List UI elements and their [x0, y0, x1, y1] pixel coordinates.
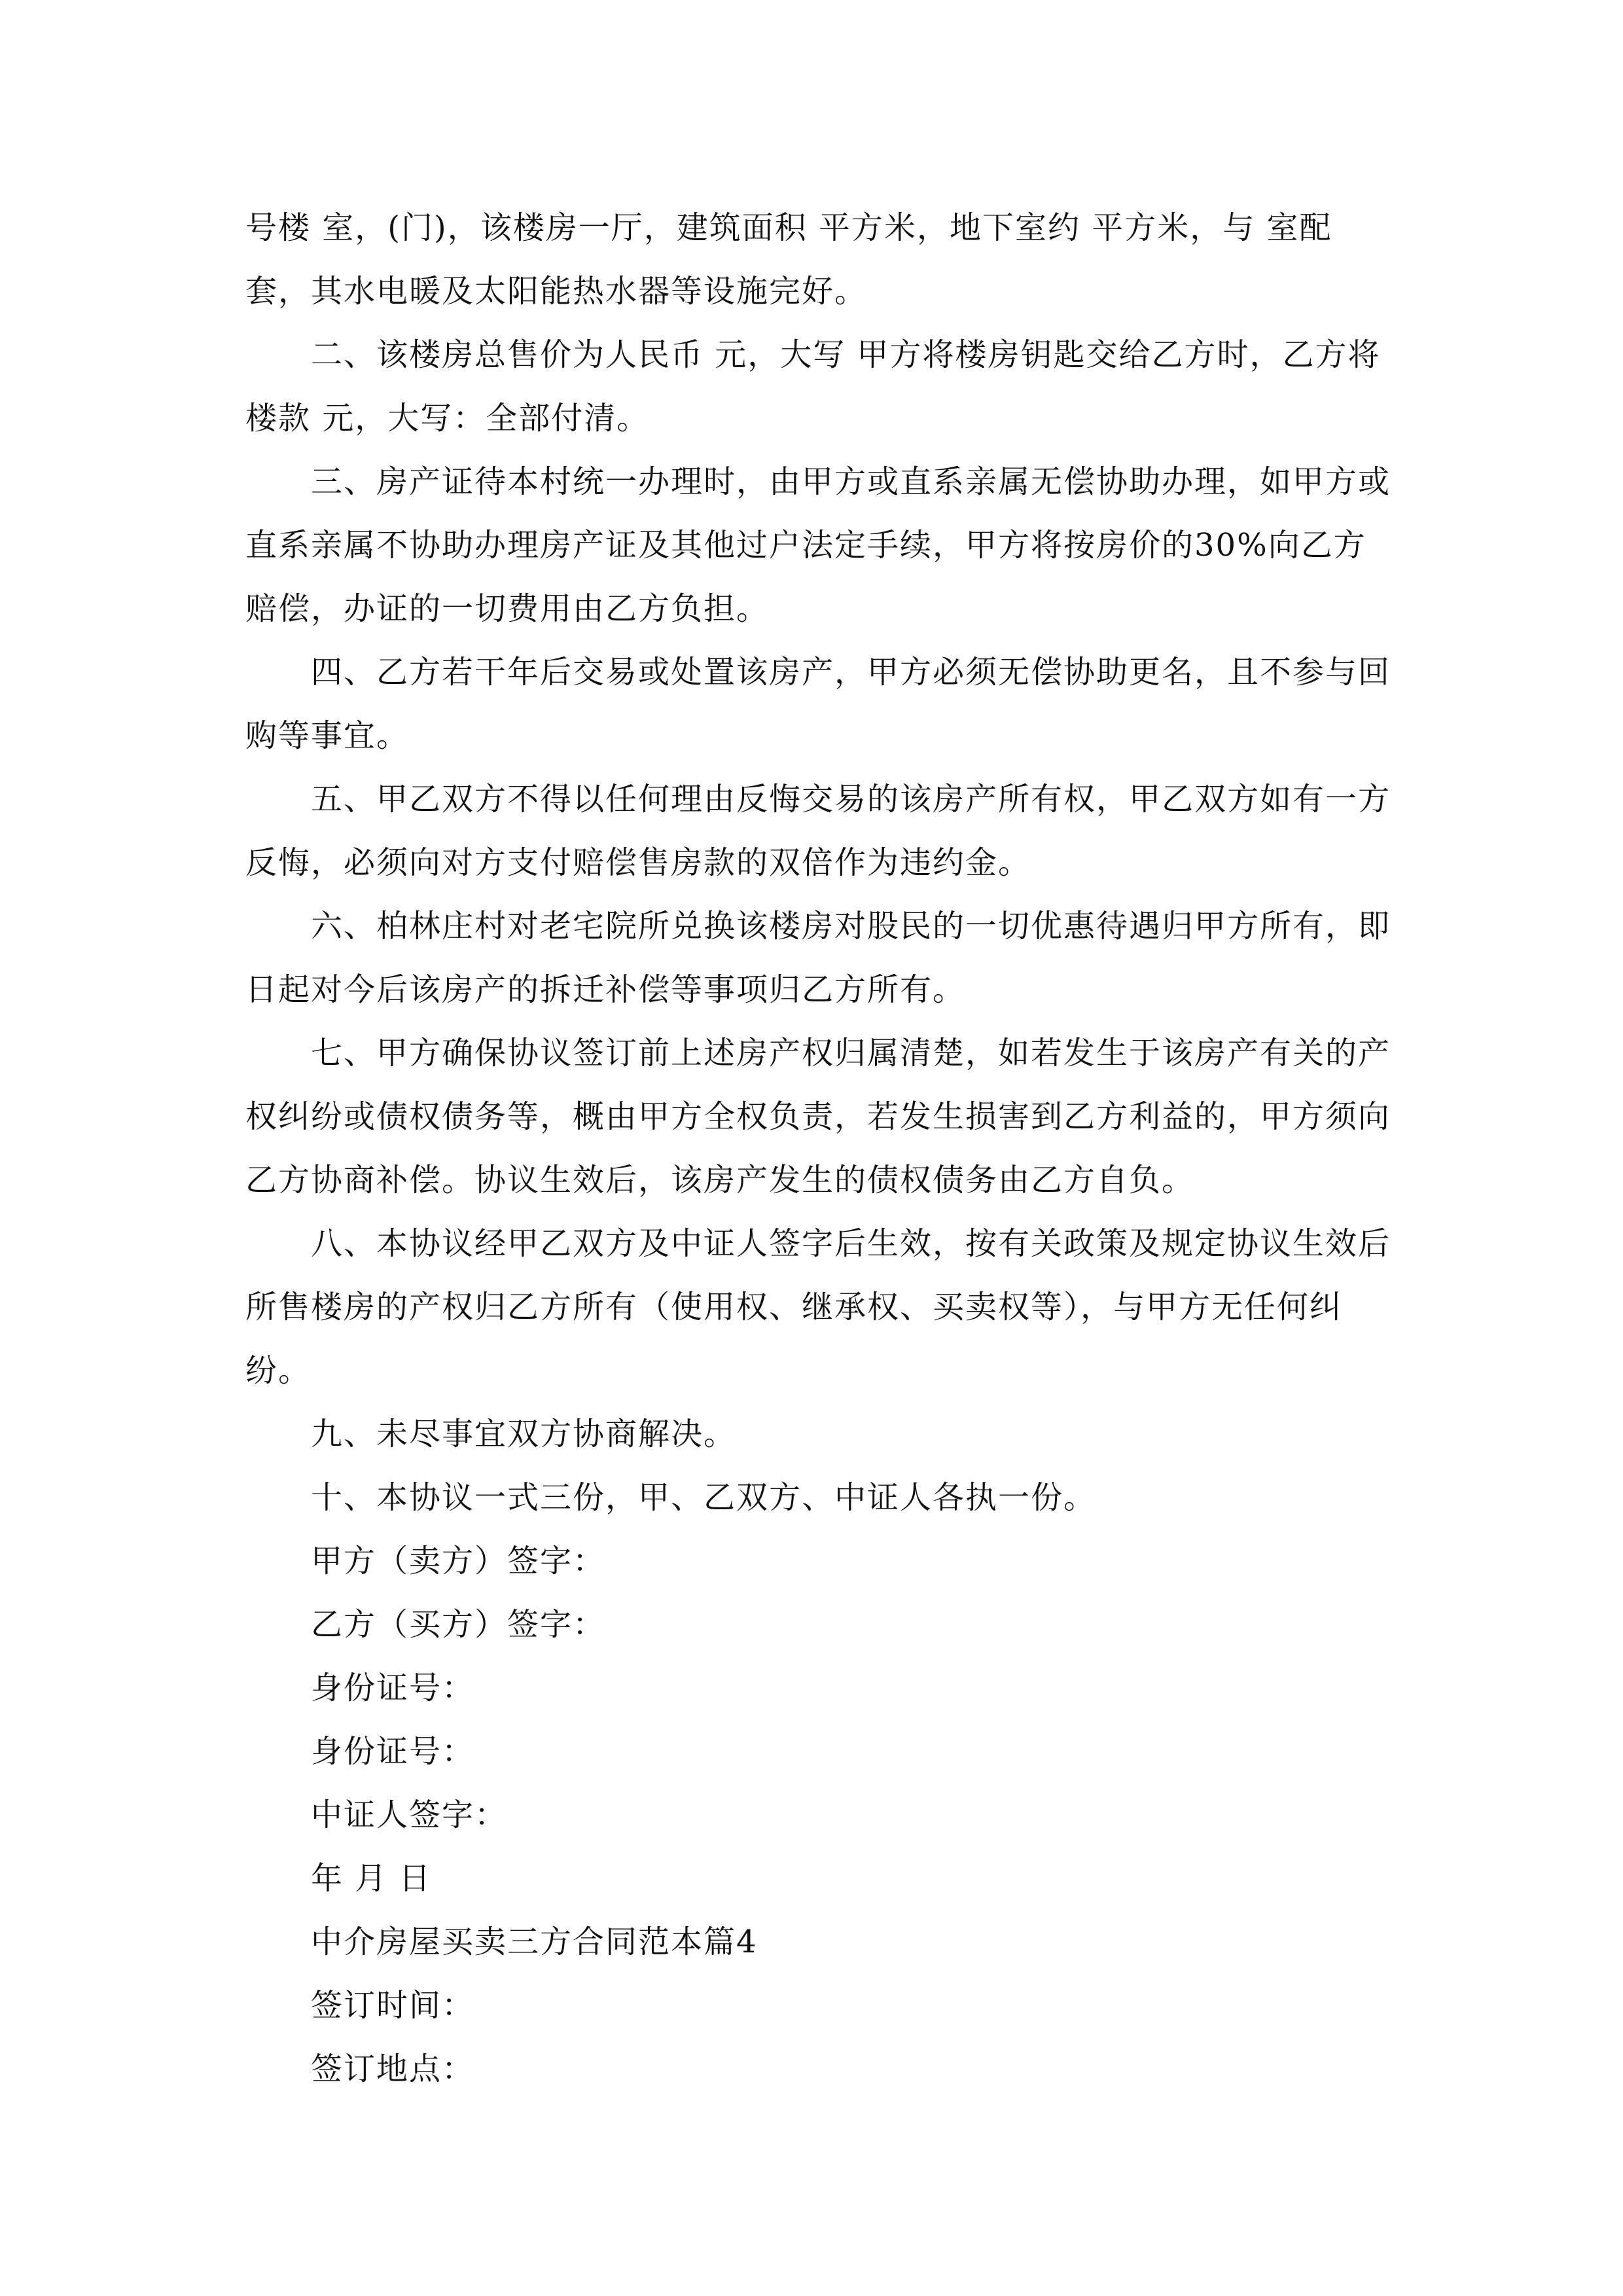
document-body: [245, 196, 1397, 2101]
buyer-signature-label: 乙方（买方）签字：: [311, 1606, 606, 1643]
clause-5-breach: 五、甲乙双方不得以任何理由反悔交易的该房产所有权，甲乙双方如有一方反悔，必须向对方支付赔偿售房款的双倍作为违约金。: [245, 781, 1391, 881]
clause-9-negotiation: 九、未尽事宜双方协商解决。: [311, 1416, 737, 1452]
clause-10-copies: 十、本协议一式三份，甲、乙双方、中证人各执一份。: [311, 1479, 1097, 1516]
id-number-label: 身份证号：: [311, 1733, 475, 1770]
id-number-label: 身份证号：: [311, 1670, 475, 1706]
clause-2-price: 二、该楼房总售价为人民币 元，大写 甲方将楼房钥匙交给乙方时，乙方将楼款 元，大写：全部付清。: [245, 336, 1381, 437]
clause-8-effect: 八、本协议经甲乙双方及中证人签字后生效，按有关政策及规定协议生效后所售楼房的产权归乙方所有（使用权、继承权、买卖权等），与甲方无任何纠纷。: [245, 1225, 1391, 1389]
signing-place-label: 签订地点：: [311, 2051, 475, 2087]
paragraph-premises: 号楼 室，(门)，该楼房一厅，建筑面积 平方米，地下室约 平方米，与 室配套，其水电暖及太阳能热水器等设施完好。: [245, 209, 1332, 310]
section-heading: 中介房屋买卖三方合同范本篇4: [311, 1924, 758, 1960]
date-line: 年 月 日: [311, 1860, 432, 1897]
seller-signature-label: 甲方（卖方）签字：: [311, 1543, 606, 1579]
clause-6-benefits: 六、柏林庄村对老宅院所兑换该楼房对股民的一切优惠待遇归甲方所有，即日起对今后该房产的拆迁补偿等事项归乙方所有。: [245, 908, 1391, 1008]
clause-7-disputes: 七、甲方确保协议签订前上述房产权归属清楚，如若发生于该房产有关的产权纠纷或债权债务等，概由甲方全权负责，若发生损害到乙方利益的，甲方须向乙方协商补偿。协议生效后，该房产发生的债权债务由乙方自负。: [245, 1035, 1391, 1198]
clause-3-certificate: 三、房产证待本村统一办理时，由甲方或直系亲属无偿协助办理，如甲方或直系亲属不协助办理房产证及其他过户法定手续，甲方将按房价的30%向乙方赔偿，办证的一切费用由乙方负担。: [245, 463, 1391, 627]
witness-signature-label: 中证人签字：: [311, 1797, 508, 1833]
clause-4-transfer: 四、乙方若干年后交易或处置该房产，甲方必须无偿协助更名，且不参与回购等事宜。: [245, 654, 1391, 754]
signing-time-label: 签订时间：: [311, 1987, 475, 2024]
